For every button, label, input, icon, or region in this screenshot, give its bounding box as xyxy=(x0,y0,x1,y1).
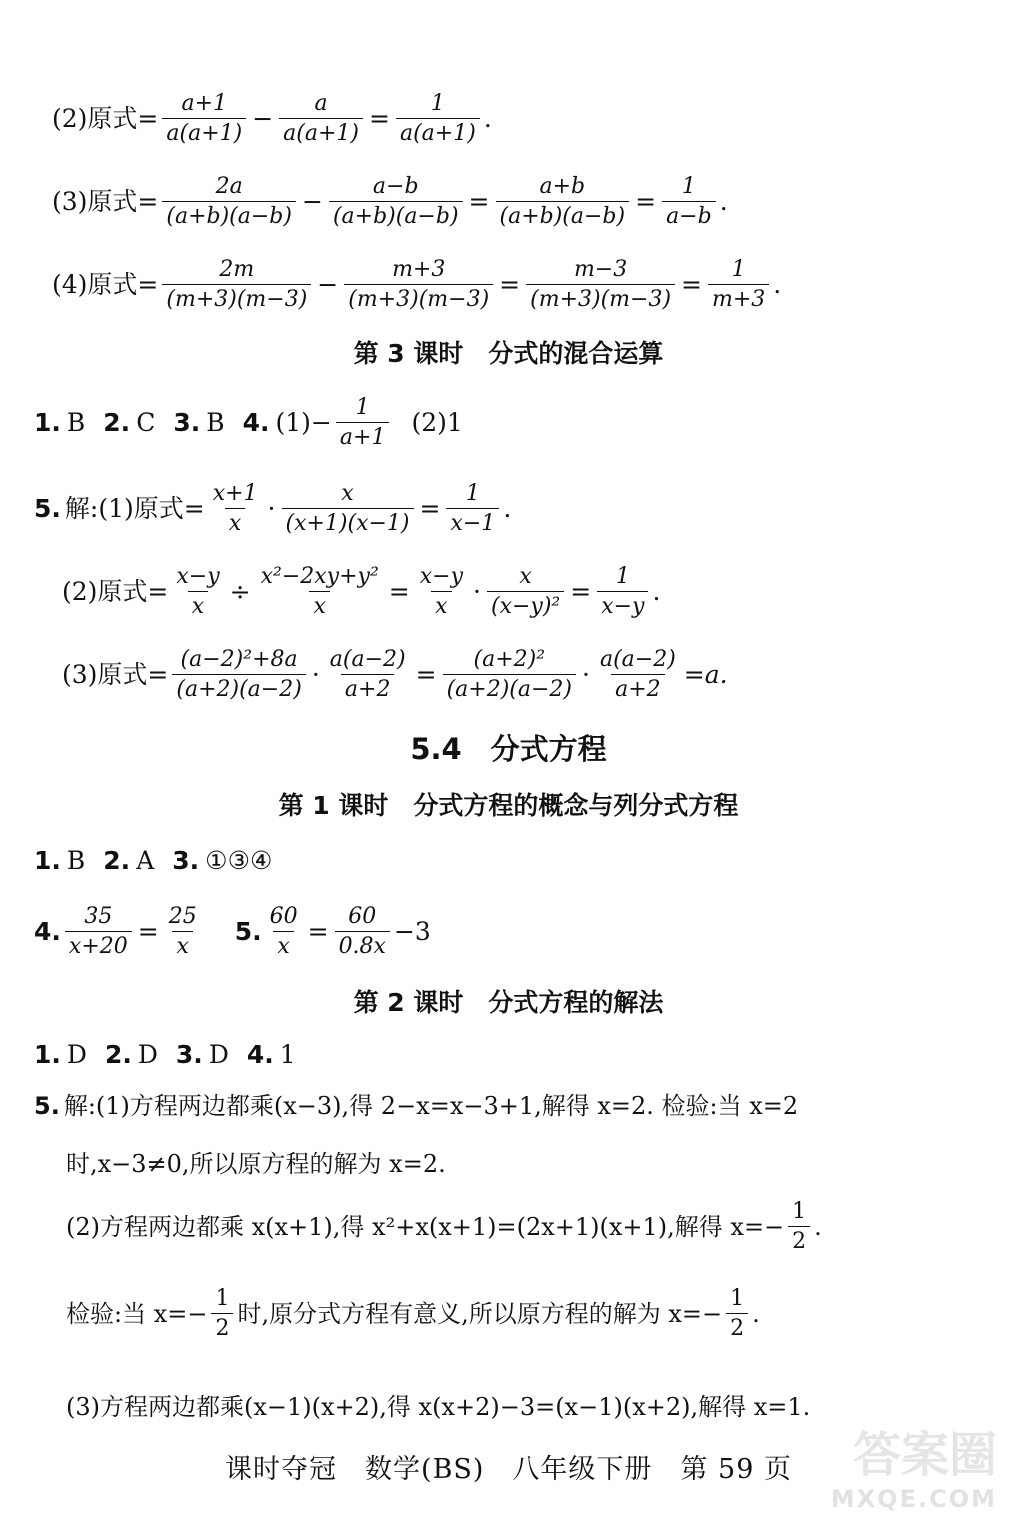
fraction: $\frac{60}{0.8x}$ xyxy=(335,905,390,958)
fraction: $\frac{m-3}{(m+3)(m-3)}$ xyxy=(526,258,675,311)
q5-text-line: 检验:当 x=− $\frac{1}{2}$ 时,原分式方程有意义,所以原方程的解为 x=− $\frac{1}{2}$ . xyxy=(66,1286,760,1342)
fraction: $\frac{2m}{(m+3)(m-3)}$ xyxy=(162,258,311,311)
fraction: $\frac{1}{2}$ xyxy=(211,1287,233,1340)
answer-line: 1. D 2. D 3. D 4. 1 xyxy=(34,1040,296,1069)
fraction: $\frac{x}{\text{(x−y)²}}$ xyxy=(487,565,564,618)
line-4: (4)原式= $\frac{2m}{(m+3)(m-3)}$ − $\frac{m+3}{(m+3)(m-3)}$ = $\frac{m-3}{(m+3)(m-3)}$ = $\frac{1}{m+3}$ . xyxy=(52,257,782,313)
chapter-heading: 5.4 分式方程 xyxy=(410,732,607,766)
page-footer: 课时夺冠 数学(BS) 八年级下册 第 59 页 xyxy=(225,1454,792,1485)
watermark-text: 答案圈 xyxy=(852,1427,997,1483)
fraction: $\frac{a}{a(a+1)}$ xyxy=(279,92,363,145)
fraction: $\frac{a-b}{(a+b)(a-b)}$ xyxy=(329,175,463,228)
fraction: $\frac{1}{a-b}$ xyxy=(662,175,716,228)
fraction: $\frac{1}{2}$ xyxy=(788,1200,810,1253)
fraction: $\frac{60}{x}$ xyxy=(269,904,298,960)
fraction: $\frac{x-y}{x}$ xyxy=(176,564,220,620)
fraction: $\frac{x-y}{x}$ xyxy=(419,564,464,620)
answer-line: 1. B 2. C 3. B 4. (1)− $\frac{1}{a+1}$ (2)1 xyxy=(34,395,463,451)
answer-line: 4. $\frac{35}{x+20}$ = $\frac{25}{x}$ 5. $\frac{60}{x}$ = $\frac{60}{0.8x}$ −3 xyxy=(34,904,431,960)
fraction: $\frac{x}{(x+1)(x-1)}$ xyxy=(282,482,414,535)
fraction: $\frac{2a}{(a+b)(a-b)}$ xyxy=(162,175,296,228)
fraction: $\frac{a+1}{a(a+1)}$ xyxy=(162,92,246,145)
fraction: $\frac{25}{x}$ xyxy=(168,904,197,960)
fraction: $\frac{\text{(a+2)²}}{(a+2)(a-2)}$ xyxy=(443,648,576,701)
q5-text-line: 5. 解:(1)方程两边都乘(x−3),得 2−x=x−3+1,解得 x=2. 检验:当 x=2 xyxy=(34,1092,799,1120)
fraction: $\frac{1}{x-y}$ xyxy=(597,565,648,618)
watermark-logo xyxy=(807,1416,997,1526)
q5-text-line: (2)方程两边都乘 x(x+1),得 x²+x(x+1)=(2x+1)(x+1),解得 x=− $\frac{1}{2}$ . xyxy=(66,1199,822,1255)
section-heading: 第 3 课时 分式的混合运算 xyxy=(353,339,664,368)
fraction: $\frac{1}{m+3}$ xyxy=(708,258,769,311)
q5-line-3: (3)原式= $\frac{\text{(a−2)²+8a}}{(a+2)(a-2)}$ · $\frac{a(a-2)}{a+2}$ = $\frac{\text{(a+2)²}}{(a+2)(a-2)}$ · $\frac{a(a-2)}{a+2}$ =a. xyxy=(62,647,728,703)
fraction: $\frac{1}{a(a+1)}$ xyxy=(396,92,480,145)
fraction: $\frac{a(a-2)}{a+2}$ xyxy=(329,647,406,703)
fraction: $\frac{\text{x²−2xy+y²}}{x}$ xyxy=(260,564,379,620)
fraction: $\frac{1}{x-1}$ xyxy=(446,482,499,535)
fraction: $\frac{x+1}{x}$ xyxy=(212,481,258,537)
fraction: $\frac{1}{2}$ xyxy=(726,1287,748,1340)
fraction: $\frac{m+3}{(m+3)(m-3)}$ xyxy=(344,258,493,311)
lesson-heading: 第 1 课时 分式方程的概念与列分式方程 xyxy=(278,791,739,820)
fraction: $\frac{1}{a+1}$ xyxy=(336,396,390,449)
fraction: $\frac{a+b}{(a+b)(a-b)}$ xyxy=(496,175,630,228)
q5-line-1: 5. 解:(1)原式= $\frac{x+1}{x}$ · $\frac{x}{(x+1)(x-1)}$ = $\frac{1}{x-1}$ . xyxy=(34,481,512,537)
fraction: $\frac{35}{x+20}$ xyxy=(65,905,132,958)
fraction: $\frac{a(a-2)}{a+2}$ xyxy=(599,647,676,703)
q5-line-2: (2)原式= $\frac{x-y}{x}$ ÷ $\frac{\text{x²−2xy+y²}}{x}$ = $\frac{x-y}{x}$ · $\frac{x}{\text{(x−y)²}}$ = $\frac{1}{x-y}$ . xyxy=(62,564,661,620)
answer-line: 1. B 2. A 3. ①③④ xyxy=(34,846,273,875)
lesson-heading: 第 2 课时 分式方程的解法 xyxy=(353,988,664,1017)
q5-text-line: (3)方程两边都乘(x−1)(x+2),得 x(x+2)−3=(x−1)(x+2),解得 x=1. xyxy=(66,1393,811,1421)
fraction: $\frac{\text{(a−2)²+8a}}{(a+2)(a-2)}$ xyxy=(172,648,305,701)
q5-text-line: 时,x−3≠0,所以原方程的解为 x=2. xyxy=(66,1150,446,1178)
line-3: (3)原式= $\frac{2a}{(a+b)(a-b)}$ − $\frac{a-b}{(a+b)(a-b)}$ = $\frac{a+b}{(a+b)(a-b)}$ = $\frac{1}{a-b}$ . xyxy=(52,174,728,230)
line-2: (2)原式= $\frac{a+1}{a(a+1)}$ − $\frac{a}{a(a+1)}$ = $\frac{1}{a(a+1)}$ . xyxy=(52,91,492,147)
watermark-url: MXQE.COM xyxy=(830,1485,997,1513)
